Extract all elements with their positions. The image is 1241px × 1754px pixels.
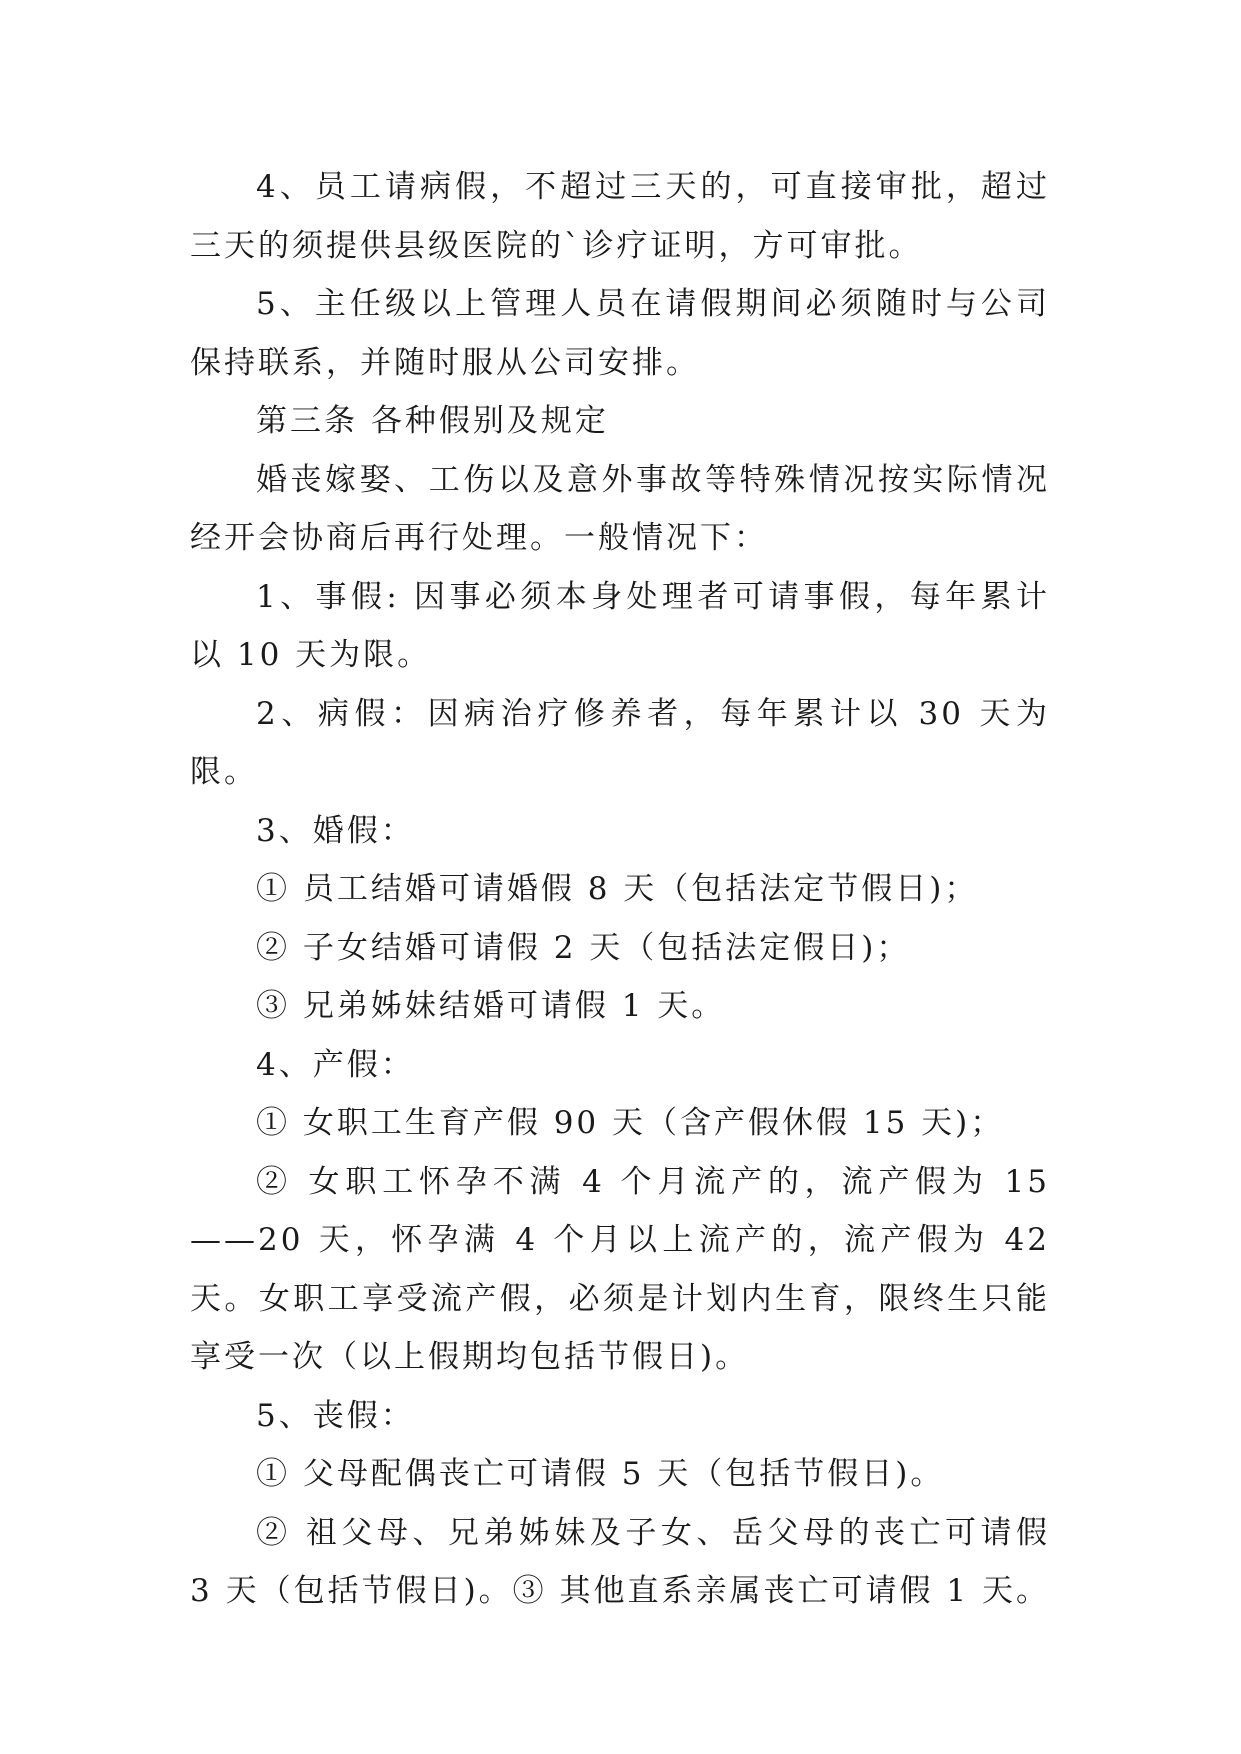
list-item-marriage-siblings: ③ 兄弟姊妹结婚可请假 1 天。 bbox=[256, 988, 726, 1024]
list-item-marriage-employee: ① 员工结婚可请婚假 8 天（包括法定节假日)； bbox=[256, 871, 979, 907]
paragraph-maternity-leave-heading: 4、产假： bbox=[256, 1046, 415, 1083]
paragraph-manager-contact: 5、主任级以上管理人员在请假期间必须随时与公司保持联系，并随时服从公司安排。 bbox=[190, 286, 1050, 381]
list-item-maternity-miscarriage: ② 女职工怀孕不满 4 个月流产的，流产假为 15——20 天，怀孕满 4 个月以上流产的，流产假为 42 天。女职工享受流产假，必须是计划内生育，限终生只能享受一次（以上假期均包括节假日)。 bbox=[190, 1163, 1050, 1375]
list-item-bereavement-relatives: ② 祖父母、兄弟姊妹及子女、岳父母的丧亡可请假 3 天（包括节假日)。③ 其他直系亲属丧亡可请假 1 天。 bbox=[190, 1514, 1050, 1609]
paragraph-bereavement-leave-heading: 5、丧假： bbox=[256, 1397, 415, 1434]
paragraph-personal-leave: 1、事假: 因事必须本身处理者可请事假，每年累计以 10 天为限。 bbox=[190, 578, 1050, 673]
list-item-marriage-children: ② 子女结婚可请假 2 天（包括法定假日)； bbox=[256, 929, 911, 966]
paragraph-sick-leave: 2、病假：因病治疗修养者，每年累计以 30 天为限。 bbox=[190, 695, 1050, 790]
list-item-maternity-birth: ① 女职工生育产假 90 天（含产假休假 15 天)； bbox=[256, 1105, 1005, 1141]
list-item-bereavement-parents-spouse: ① 父母配偶丧亡可请假 5 天（包括节假日)。 bbox=[256, 1456, 945, 1492]
paragraph-sick-leave-approval: 4、员工请病假，不超过三天的，可直接审批，超过三天的须提供县级医院的`诊疗证明，方可审批。 bbox=[190, 169, 1050, 264]
paragraph-special-cases: 婚丧嫁娶、工伤以及意外事故等特殊情况按实际情况经开会协商后再行处理。一般情况下： bbox=[190, 461, 1050, 556]
document-body bbox=[190, 158, 1050, 1621]
paragraph-marriage-leave-heading: 3、婚假： bbox=[256, 812, 415, 849]
section-heading-article-3: 第三条 各种假别及规定 bbox=[256, 403, 609, 439]
